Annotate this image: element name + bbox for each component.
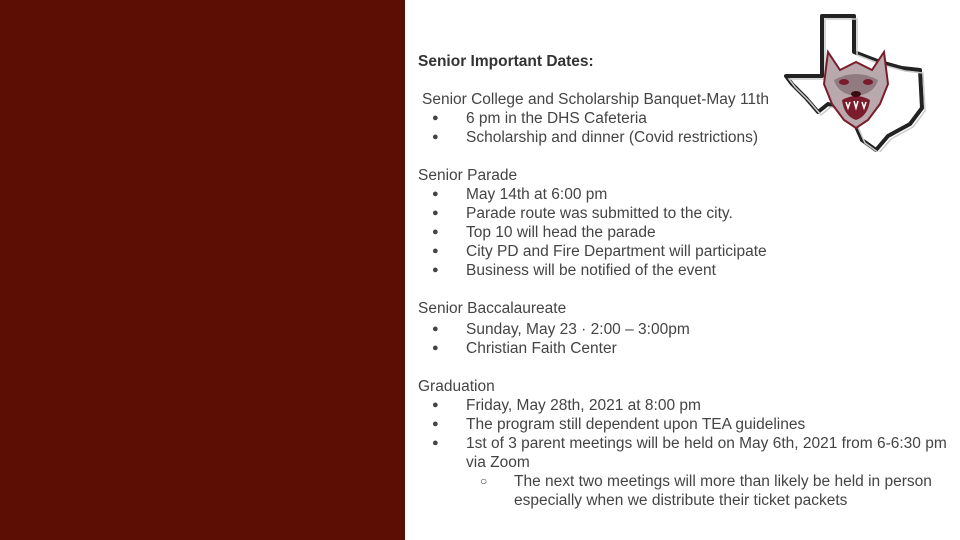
list-item: ● Parade route was submitted to the city. bbox=[418, 204, 948, 223]
left-color-panel bbox=[0, 0, 405, 540]
list-item: ● Business will be notified of the event bbox=[418, 261, 948, 280]
dates-content bbox=[418, 52, 948, 510]
parade-list bbox=[418, 185, 948, 280]
section-heading-banquet: Senior College and Scholarship Banquet-May 11th bbox=[422, 91, 769, 108]
list-item: ● Friday, May 28th, 2021 at 8:00 pm bbox=[418, 396, 948, 415]
baccalaureate-list bbox=[418, 320, 948, 358]
section-heading-parade: Senior Parade bbox=[418, 167, 518, 184]
graduation-list bbox=[418, 396, 948, 510]
list-subitem: ○ The next two meetings will more than likely be held in person especially when we distribute their ticket packets bbox=[418, 472, 948, 510]
section-heading-baccalaureate: Senior Baccalaureate bbox=[418, 300, 567, 317]
list-item: ● 6 pm in the DHS Cafeteria bbox=[418, 109, 948, 128]
list-item: ● City PD and Fire Department will participate bbox=[418, 242, 948, 261]
list-item: ● Scholarship and dinner (Covid restrictions) bbox=[418, 128, 948, 147]
list-item: ● Top 10 will head the parade bbox=[418, 223, 948, 242]
list-item: ● 1st of 3 parent meetings will be held on May 6th, 2021 from 6-6:30 pm via Zoom bbox=[418, 434, 948, 472]
section-heading-graduation: Graduation bbox=[418, 378, 495, 395]
list-item: ● Christian Faith Center bbox=[418, 339, 948, 358]
list-item: ● Sunday, May 23 · 2:00 – 3:00pm bbox=[418, 320, 948, 339]
page-title: Senior Important Dates: bbox=[418, 53, 594, 70]
list-item: ● May 14th at 6:00 pm bbox=[418, 185, 948, 204]
list-item: ● The program still dependent upon TEA guidelines bbox=[418, 415, 948, 434]
banquet-list bbox=[418, 109, 948, 147]
